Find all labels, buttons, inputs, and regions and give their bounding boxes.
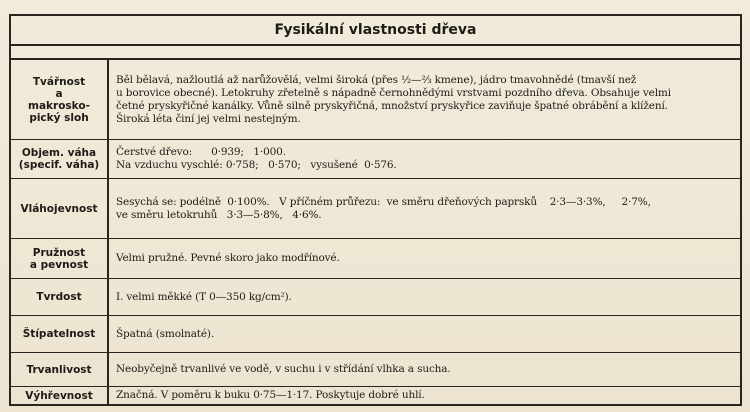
row-label (11, 239, 107, 278)
properties-table (9, 14, 742, 406)
row-label (11, 387, 107, 404)
content-line: u borovice obecné). Letokruhy zřetelně s nápadně černohnědými vrstvami pozdního dřeva. Obsahuje velmi (116, 86, 671, 99)
content-line: Široká léta činí jej velmi nestejným. (116, 112, 301, 125)
table-title: Fysikální vlastnosti dřeva (11, 16, 740, 46)
content-line: Běl bělavá, nažloutlá až narůžovělá, velmi široká (přes ½—⅔ kmene), jádro tmavohnědé (tmavší než (116, 73, 637, 86)
content-line: Velmi pružné. Pevné skoro jako modřínové. (116, 252, 340, 264)
content-line: Značná. V poměru k buku 0·75—1·17. Poskytuje dobré uhlí. (116, 389, 425, 401)
content-line: Sesychá se: podélně 0·100%. V příčném průřezu: ve směru dřeňových paprsků 2·3—3·3%, 2·7%, (116, 195, 651, 208)
label-line: Pružnost (32, 246, 86, 259)
row-label (11, 316, 107, 352)
row-vyhrevnost (11, 387, 740, 404)
label-line: a (55, 87, 63, 100)
title-spacer (11, 46, 740, 60)
content-line: I. velmi měkké (T 0—350 kg/cm²). (116, 290, 292, 303)
row-label (11, 279, 107, 315)
row-trvanlivost (11, 353, 740, 387)
content-line: Na vzduchu vyschlé: 0·758; 0·570; vysušené 0·576. (116, 159, 397, 171)
content-line: četné pryskyřičné kanálky. Vůně silně pryskyřičná, množství pryskyřice zaviňuje špatné obrábění a klížení. (116, 99, 668, 112)
label-line: Tvářnost (32, 75, 86, 88)
row-content (116, 387, 734, 404)
row-content (116, 179, 734, 238)
label-line: Tvrdost (36, 291, 82, 303)
row-vlahojevnost (11, 179, 740, 239)
row-label (11, 353, 107, 386)
row-stipatelnost (11, 316, 740, 353)
label-line: makrosko- (28, 99, 90, 112)
row-tvarnost (11, 60, 740, 140)
label-line: Štípatelnost (22, 328, 96, 340)
row-pruznost (11, 239, 740, 279)
row-content (116, 60, 734, 139)
row-label (11, 60, 107, 139)
label-line: Objem. váha (21, 147, 97, 159)
label-line: Vláhojevnost (20, 202, 98, 215)
row-label (11, 179, 107, 238)
row-label (11, 140, 107, 178)
row-content (116, 353, 734, 386)
label-line: Trvanlivost (26, 363, 92, 376)
label-line: a pevnost (29, 258, 89, 271)
row-tvrdost (11, 279, 740, 316)
row-content (116, 239, 734, 278)
label-line: (specif. váha) (18, 159, 100, 171)
content-line: ve směru letokruhů 3·3—5·8%, 4·6%. (116, 208, 322, 221)
row-content (116, 279, 734, 315)
row-content (116, 140, 734, 178)
content-line: Čerstvé dřevo: 0·939; 1·000. (116, 146, 286, 158)
content-line: Špatná (smolnaté). (116, 327, 215, 340)
label-line: Výhřevnost (25, 389, 93, 402)
row-objem-vaha (11, 140, 740, 179)
row-content (116, 316, 734, 352)
label-line: pický sloh (29, 111, 89, 124)
content-line: Neobyčejně trvanlivé ve vodě, v suchu i v střídání vlhka a sucha. (116, 363, 451, 375)
